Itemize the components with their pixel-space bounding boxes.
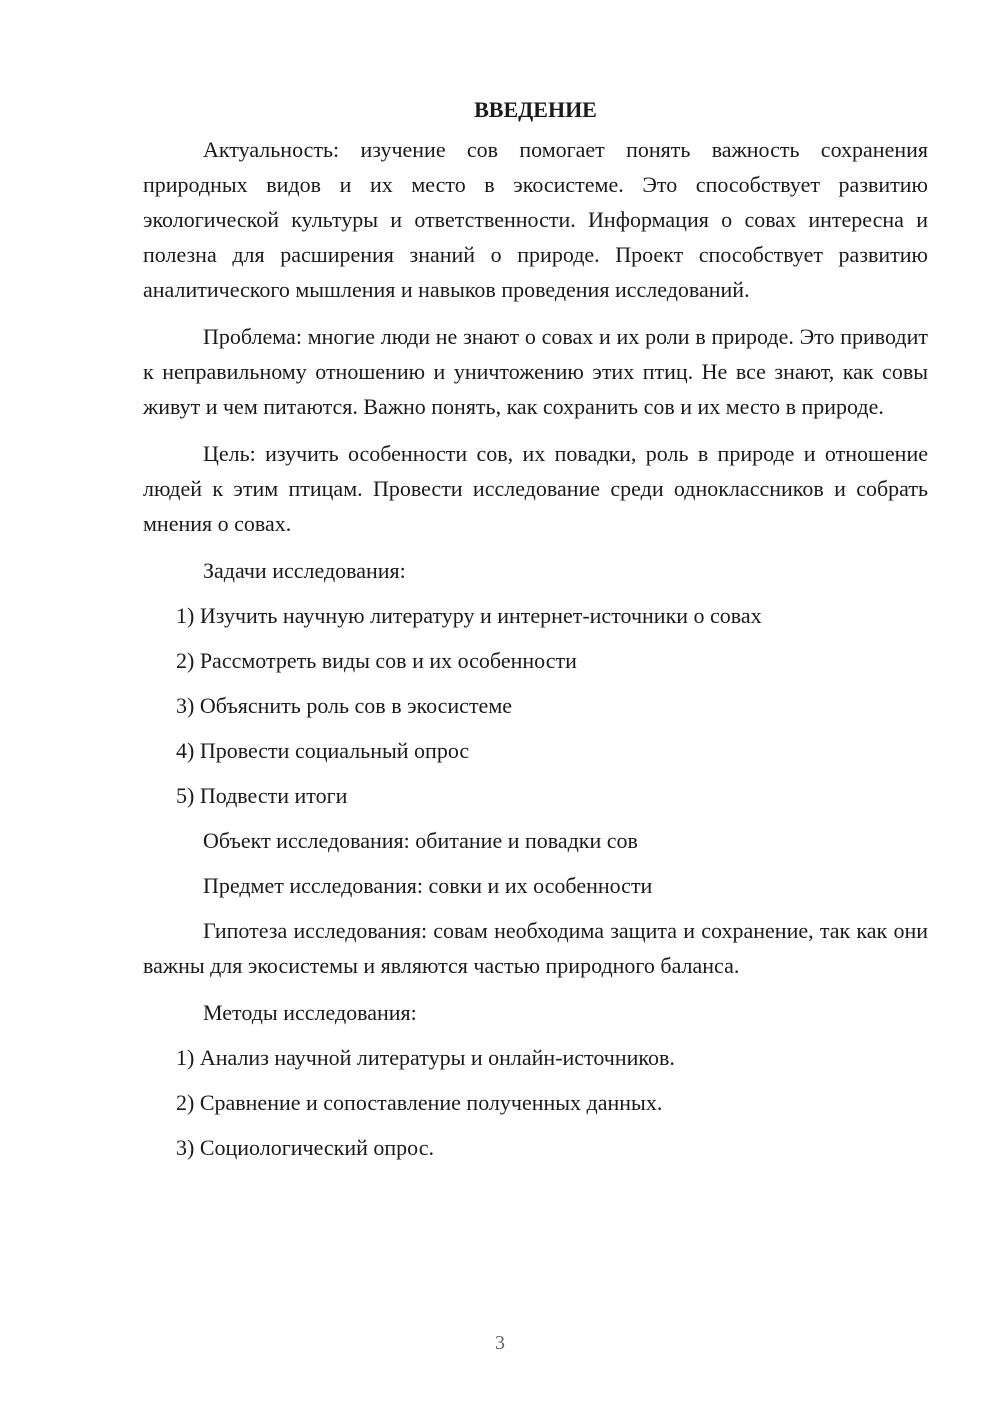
method-item: 2) Сравнение и сопоставление полученных данных. bbox=[176, 1090, 663, 1115]
section-title: ВВЕДЕНИЕ bbox=[474, 97, 597, 122]
subject-line: Предмет исследования: совки и их особенности bbox=[203, 873, 653, 898]
relevance-paragraph: Актуальность: изучение сов помогает понять важность сохранения природных видов и их место в экосистеме. Это способствует развитию экологической культуры и ответственности. Информация о совах интересна и полезна для расширения знаний о природе. Проект способствует развитию аналитического мышления и навыков проведения исследований. bbox=[143, 137, 928, 302]
task-item: 4) Провести социальный опрос bbox=[176, 738, 470, 763]
method-item: 3) Социологический опрос. bbox=[176, 1135, 434, 1160]
goal-paragraph: Цель: изучить особенности сов, их повадки, роль в природе и отношение людей к этим птицам. Провести исследование среди одноклассников и собрать мнения о совах. bbox=[143, 441, 928, 536]
task-item: 1) Изучить научную литературу и интернет-источники о совах bbox=[176, 603, 762, 628]
tasks-heading: Задачи исследования: bbox=[203, 558, 406, 583]
object-line: Объект исследования: обитание и повадки сов bbox=[203, 828, 638, 853]
problem-paragraph: Проблема: многие люди не знают о совах и их роли в природе. Это приводит к неправильному отношению и уничтожению этих птиц. Не все знают, как совы живут и чем питаются. Важно понять, как сохранить сов и их место в природе. bbox=[143, 324, 928, 419]
hypothesis-paragraph: Гипотеза исследования: совам необходима защита и сохранение, так как они важны для экосистемы и являются частью природного баланса. bbox=[143, 918, 928, 978]
document-page bbox=[143, 92, 928, 1175]
task-item: 2) Рассмотреть виды сов и их особенности bbox=[176, 648, 577, 673]
method-item: 1) Анализ научной литературы и онлайн-источников. bbox=[176, 1045, 675, 1070]
methods-heading: Методы исследования: bbox=[203, 1000, 417, 1025]
page-number: 3 bbox=[495, 1332, 505, 1354]
task-item: 5) Подвести итоги bbox=[176, 783, 348, 808]
task-item: 3) Объяснить роль сов в экосистеме bbox=[176, 693, 513, 718]
